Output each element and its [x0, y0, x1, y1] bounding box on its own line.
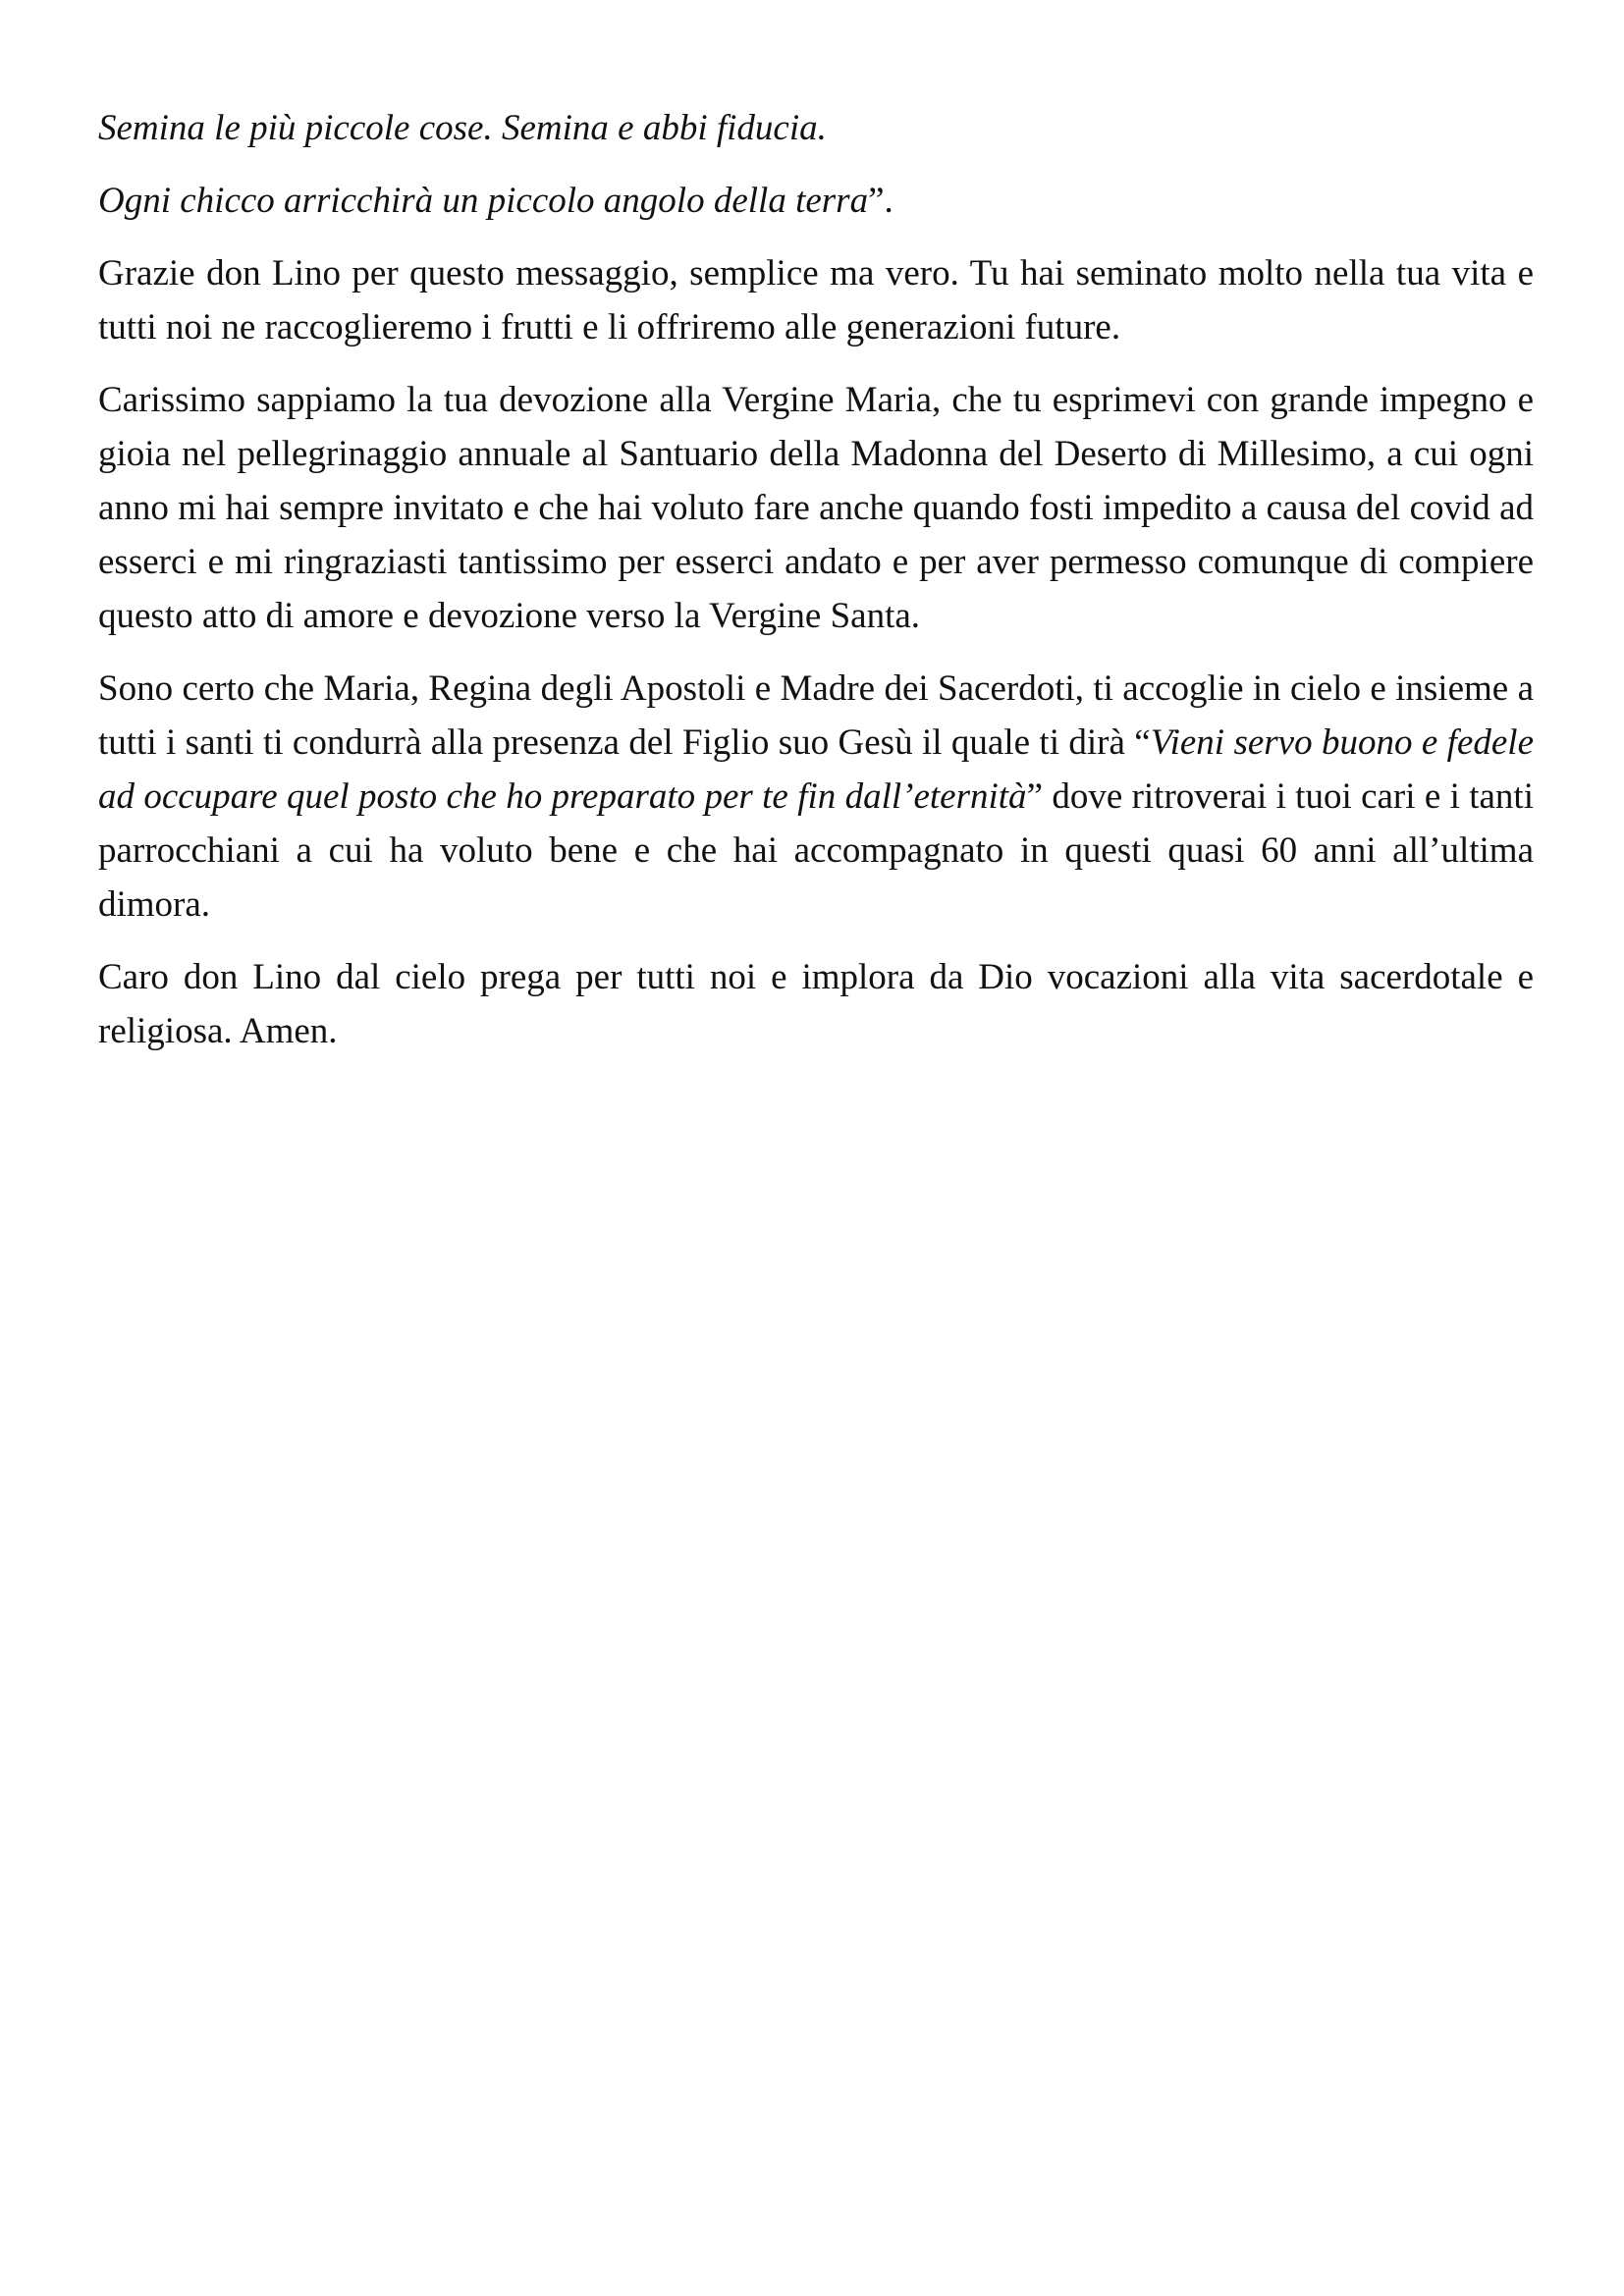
italic-text: Semina le più piccole cose. Semina e abbi fiducia. [98, 108, 827, 148]
text-segment: Sono certo che Maria, Regina degli Apostoli e Madre dei Sacerdoti, ti accoglie in cielo e insieme a tutti i santi ti condurrà alla presenza del Figlio suo Gesù il quale ti dirà “ [98, 668, 1534, 763]
text-segment: Caro don Lino dal cielo prega per tutti noi e implora da Dio vocazioni alla vita sacerdotale e religiosa. Amen. [98, 957, 1534, 1051]
document-page [98, 101, 1534, 1077]
paragraph-5 [98, 662, 1534, 932]
italic-text: Ogni chicco arricchirà un piccolo angolo della terra [98, 181, 869, 221]
paragraph-3 [98, 246, 1534, 354]
paragraph-2 [98, 174, 1534, 228]
paragraph-6 [98, 950, 1534, 1058]
text-segment: Grazie don Lino per questo messaggio, semplice ma vero. Tu hai seminato molto nella tua vita e tutti noi ne raccoglieremo i frutti e li offriremo alle generazioni future. [98, 253, 1534, 347]
paragraph-4 [98, 373, 1534, 643]
italic-quote: Vieni servo buono e fedele ad occupare quel posto che ho preparato per te fin dall’eternità [98, 722, 1534, 817]
text-segment: Carissimo sappiamo la tua devozione alla Vergine Maria, che tu esprimevi con grande impegno e gioia nel pellegrinaggio annuale al Santuario della Madonna del Deserto di Millesimo, a cui ogni anno mi hai sempre invitato e che hai voluto fare anche quando fosti impedito a causa del covid ad esserci e mi ringraziasti tantissimo per esserci andato e per aver permesso comunque di compiere questo atto di amore e devozione verso la Vergine Santa. [98, 380, 1534, 636]
text-segment: ”. [868, 181, 893, 221]
text-segment: ” dove ritroverai i tuoi cari e i tanti parrocchiani a cui ha voluto bene e che hai accompagnato in questi quasi 60 anni all’ultima dimora. [98, 776, 1534, 925]
paragraph-1 [98, 101, 1534, 155]
